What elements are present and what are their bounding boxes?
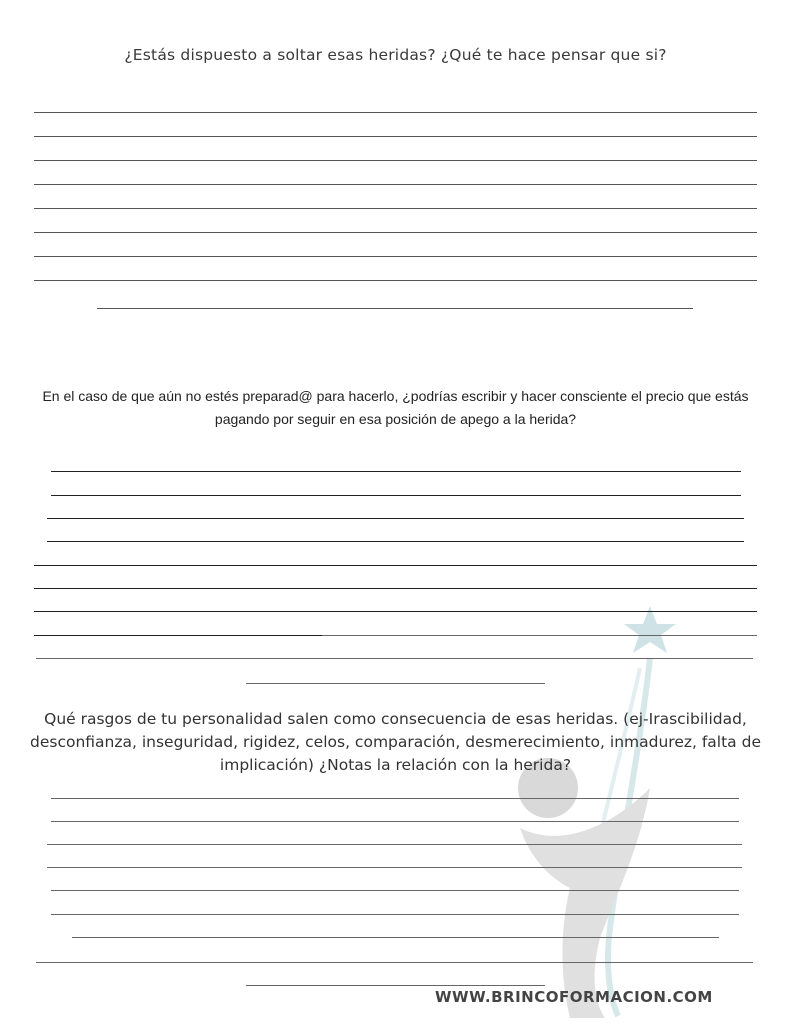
watermark-star-icon — [624, 606, 676, 653]
question-2: En el caso de que aún no estés preparad@ para hacerlo, ¿podrías escribir y hacer consciente el precio que estás pagando por seguir en esa posición de apego a la herida? — [42, 388, 749, 427]
website-url: WWW.BRINCOFORMACION.COM — [435, 988, 713, 1006]
question-1: ¿Estás dispuesto a soltar esas heridas? ¿Qué te hace pensar que si? — [124, 46, 667, 64]
question-3: Qué rasgos de tu personalidad salen como consecuencia de esas heridas. (ej-Irascibilidad, desconfianza, inseguridad, rigidez, celos, comparación, desmerecimiento, inmadurez, falta de implicación) ¿Notas la relación con la herida? — [30, 710, 761, 774]
watermark-logo — [500, 598, 760, 1018]
